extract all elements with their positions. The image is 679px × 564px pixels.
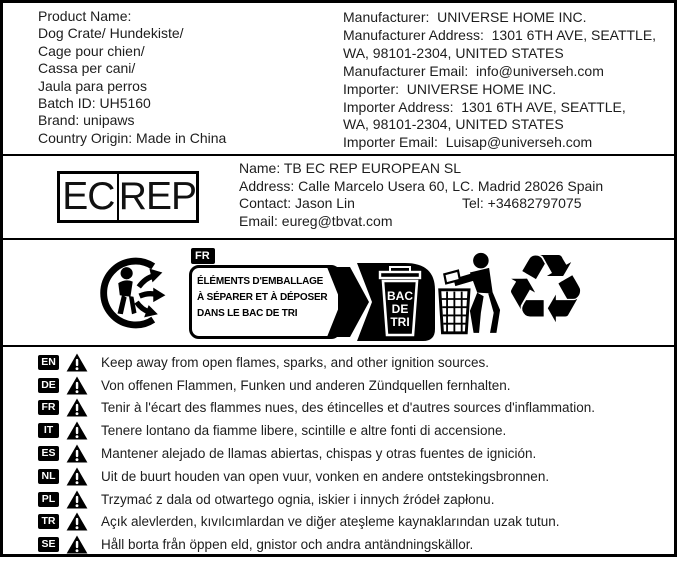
warning-text-en: Keep away from open flames, sparks, and other ignition sources. [101, 354, 489, 370]
warning-text-se: Håll borta från öppen eld, gnistor och andra antändningskällor. [101, 537, 474, 553]
lang-badge-it: IT [38, 423, 59, 438]
product-name-label: Product Name: [38, 8, 132, 24]
warning-text-tr: Açık alevlerden, kıvılcımlardan ve diğer ateşleme kaynaklarından uzak tutun. [101, 514, 560, 530]
warning-triangle-icon [66, 467, 88, 486]
ec-rep-symbol [57, 171, 199, 223]
bin-label-tri: TRI [390, 315, 410, 329]
recycling-mobius-icon: ♻ [503, 235, 589, 345]
section-product-info [3, 3, 674, 156]
batch-id: Batch ID: UH5160 [38, 95, 151, 112]
lang-badge-nl: NL [38, 469, 59, 484]
warning-text-pl: Trzymać z dala od otwartego ognia, iskier i innych źródeł zapłonu. [101, 491, 495, 507]
warning-text-fr: Tenir à l'écart des flammes nues, des étincelles et d'autres sources d'inflammation. [101, 400, 595, 416]
warning-row-se [3, 533, 674, 556]
warning-row-es [3, 442, 674, 465]
warning-text-it: Tenere lontano da fiamme libere, scintille e altre fonti di accensione. [101, 423, 507, 439]
warning-triangle-icon [66, 398, 88, 417]
product-name-es: Jaula para perros [38, 77, 147, 94]
sorting-instruction-text [197, 274, 327, 323]
lang-badge-fr: FR [38, 400, 59, 415]
ec-rep-address: Address: Calle Marcelo Usera 60, LC. Madrid 28026 Spain [239, 177, 604, 194]
importer-name: Importer: UNIVERSE HOME INC. [343, 80, 557, 97]
ec-rep-email: Email: eureg@tbvat.com [239, 212, 393, 229]
ec-rep-tel: Tel: +34682797075 [462, 195, 582, 212]
section-warnings [3, 347, 674, 556]
section-ec-rep [3, 156, 674, 240]
sorting-line-1: ÉLÉMENTS D'EMBALLAGE [197, 276, 324, 287]
product-name-fr: Cage pour chien/ [38, 42, 145, 59]
bin-label-bac: BAC [387, 289, 413, 303]
brand: Brand: unipaws [38, 112, 135, 129]
lang-badge-es: ES [38, 446, 59, 461]
warning-text-es: Mantener alejado de llamas abiertas, chispas y otras fuentes de ignición. [101, 446, 537, 462]
country-origin: Country Origin: Made in China [38, 129, 227, 146]
ec-rep-contact: Contact: Jason Lin [239, 195, 355, 212]
warning-row-tr [3, 511, 674, 534]
product-name-it: Cassa per cani/ [38, 60, 136, 77]
warning-row-en [3, 351, 674, 374]
ec-rep-symbol-rep: REP [118, 175, 196, 218]
sorting-line-3: DANS LE BAC DE TRI [197, 308, 298, 320]
warning-row-nl [3, 465, 674, 488]
lang-badge-pl: PL [38, 492, 59, 507]
warning-triangle-icon [66, 376, 88, 395]
chevron-arrow-icon [327, 267, 369, 337]
lang-badge-de: DE [38, 378, 59, 393]
importer-email: Importer Email: Luisap@universeh.com [343, 134, 593, 151]
ec-rep-details [239, 160, 603, 230]
warning-row-it [3, 419, 674, 442]
warning-text-de: Von offenen Flammen, Funken und anderen Zündquellen fernhalten. [101, 377, 511, 393]
warning-row-pl [3, 488, 674, 511]
section-recycling-symbols [3, 235, 674, 347]
fr-country-tab: FR [191, 248, 215, 264]
warning-triangle-icon [66, 512, 88, 531]
ec-rep-name: Name: TB EC REP EUROPEAN SL [239, 160, 461, 176]
manufacturer-address-line1: Manufacturer Address: 1301 6TH AVE, SEATTLE, [343, 26, 657, 43]
info-tri-sign [189, 248, 439, 342]
tidyman-litter-icon [437, 251, 501, 336]
triman-icon [97, 253, 173, 333]
warning-triangle-icon [66, 353, 88, 372]
warning-text-nl: Uit de buurt houden van open vuur, vonken en andere ontstekingsbronnen. [101, 468, 550, 484]
warning-triangle-icon [66, 444, 88, 463]
lang-badge-se: SE [38, 537, 59, 552]
sorting-line-2: À SÉPARER ET À DÉPOSER [197, 292, 328, 304]
lang-badge-tr: TR [38, 514, 59, 529]
ec-rep-contact-row [239, 195, 603, 213]
warning-triangle-icon [66, 535, 88, 554]
warning-triangle-icon [66, 490, 88, 509]
manufacturer-address-line2: WA, 98101-2304, UNITED STATES [343, 44, 564, 61]
importer-address-line1: Importer Address: 1301 6TH AVE, SEATTLE, [343, 98, 626, 115]
warning-row-de [3, 374, 674, 397]
ec-rep-symbol-ec: EC [62, 175, 115, 218]
bin-label-de: DE [391, 302, 409, 316]
warning-triangle-icon [66, 421, 88, 440]
warning-row-fr [3, 397, 674, 420]
importer-address-line2: WA, 98101-2304, UNITED STATES [343, 116, 564, 133]
manufacturer-name: Manufacturer: UNIVERSE HOME INC. [343, 9, 587, 25]
product-info-block [3, 3, 340, 154]
manufacturer-email: Manufacturer Email: info@universeh.com [343, 62, 604, 79]
product-name-en-de: Dog Crate/ Hundekiste/ [38, 25, 184, 42]
manufacturer-info-block [340, 3, 674, 154]
lang-badge-en: EN [38, 355, 59, 370]
